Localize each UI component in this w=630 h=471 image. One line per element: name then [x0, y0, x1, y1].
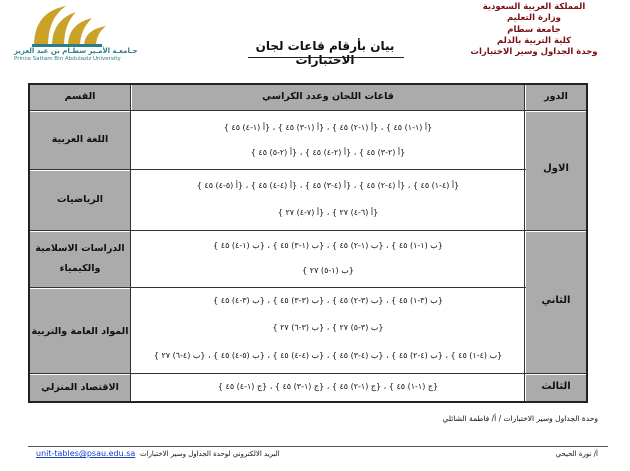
- logo-arcs-icon: [14, 2, 116, 48]
- org-line: وزارة التعليم: [507, 13, 561, 24]
- email-label: البريد الالكتروني لوحدة الجداول وسير الاختبارات: [140, 450, 280, 458]
- room-list-line: {ب (٣-١) ٤٥ } ، {ب (٣-٢) ٤٥ } ، {ب (٣-٣) ٤٥ } ، {ب (٣-٤) ٤٥ }: [213, 296, 443, 305]
- contact-email-link[interactable]: unit-tables@psau.edu.sa: [36, 449, 136, 458]
- grid-line: [30, 169, 526, 170]
- grid-line: [30, 230, 586, 231]
- round-label: الثاني: [541, 295, 571, 306]
- room-list-line: {أ (٤-١) ٤٥ } ، {أ (٤-٢) ٤٥ } ، {أ (٤-٣) ٤٥ } ، {أ (٤-٤) ٤٥ } ، {أ (٥-٤) ٤٥ }: [196, 181, 460, 190]
- department-name: الاقتصاد المنزلي: [41, 382, 119, 393]
- organization-block: [464, 2, 604, 58]
- department-name: الرياضيات: [56, 194, 104, 205]
- room-list-line: {ب (١-٥) ٢٧ }: [302, 266, 354, 275]
- room-list-line: {أ (١-١) ٤٥ } ، {أ (١-٢) ٤٥ } ، {أ (١-٣) ٤٥ } ، {أ (١-٤) ٤٥ }: [223, 123, 433, 132]
- logo-text-english: Prince Sattam Bin Abdulaziz University: [14, 56, 121, 62]
- exam-rooms-table: [28, 83, 588, 403]
- unit-signature-note: وحدة الجداول وسير الاختبارات / أ/ فاطمة الشائلي: [442, 414, 598, 423]
- header-department: القسم: [64, 91, 96, 102]
- page-title: بيان بأرقام قاعات لجان الاختبارات: [255, 39, 395, 67]
- footer-name: أ/ نورة الحيحي: [555, 450, 598, 458]
- title-underline: [248, 57, 404, 58]
- grid-line: [130, 85, 131, 401]
- department-name: اللغة العربية: [51, 134, 109, 145]
- round-label: الثالث: [541, 381, 571, 392]
- room-list-line: {أ (٦-٤) ٢٧ } ، {أ (٧-٤) ٢٧ }: [277, 208, 379, 217]
- room-list-line: {ب (٤-١) ٤٥ } ، {ب (٤-٢) ٤٥ } ، {ب (٤-٣) ٤٥ } ، {ب (٤-٤) ٤٥ } ، {ب (٥-٤) ٤٥ } ، {ب (٤-٦) ٢٧ }: [153, 351, 503, 360]
- footer-divider: [28, 446, 608, 447]
- grid-line: [30, 110, 586, 111]
- grid-line: [524, 85, 525, 401]
- grid-line: [30, 373, 586, 374]
- round-label: الاول: [543, 163, 569, 174]
- room-list-line: {أ (٢-٣) ٤٥ } ، {أ (٢-٤) ٤٥ } ، {أ (٢-٥) ٤٥ }: [250, 148, 406, 157]
- org-line: المملكة العربية السعودية: [482, 2, 586, 12]
- room-list-line: {ب (١-١) ٤٥ } ، {ب (١-٢) ٤٥ } ، {ب (١-٣) ٤٥ } ، {ب (١-٤) ٤٥ }: [213, 241, 443, 250]
- org-line: وحدة الجداول وسير الاختبارات: [470, 47, 598, 58]
- header-rooms: قاعات اللجان وعدد الكراسي: [262, 91, 394, 102]
- department-name: المواد العامة والتربية: [31, 326, 129, 337]
- org-line: كلية التربية بالدلم: [497, 35, 571, 46]
- grid-line: [30, 287, 526, 288]
- room-list-line: {ج (١-١) ٤٥ } ، {ج (١-٢) ٤٥ } ، {ج (١-٣) ٤٥ } ، {ج (١-٤) ٤٥ }: [217, 382, 439, 391]
- org-line: جامعة سطام: [507, 24, 561, 35]
- room-list-line: {ب (٣-٥) ٢٧ } ، {ب (٣-٦) ٢٧ }: [272, 323, 384, 332]
- header-round: الدور: [544, 91, 568, 102]
- logo-text-arabic: جـامعـة الأمـير سطـام بن عبد العزيز: [14, 47, 138, 55]
- department-name: الدراسات الاسلامية والكيمياء: [35, 243, 125, 274]
